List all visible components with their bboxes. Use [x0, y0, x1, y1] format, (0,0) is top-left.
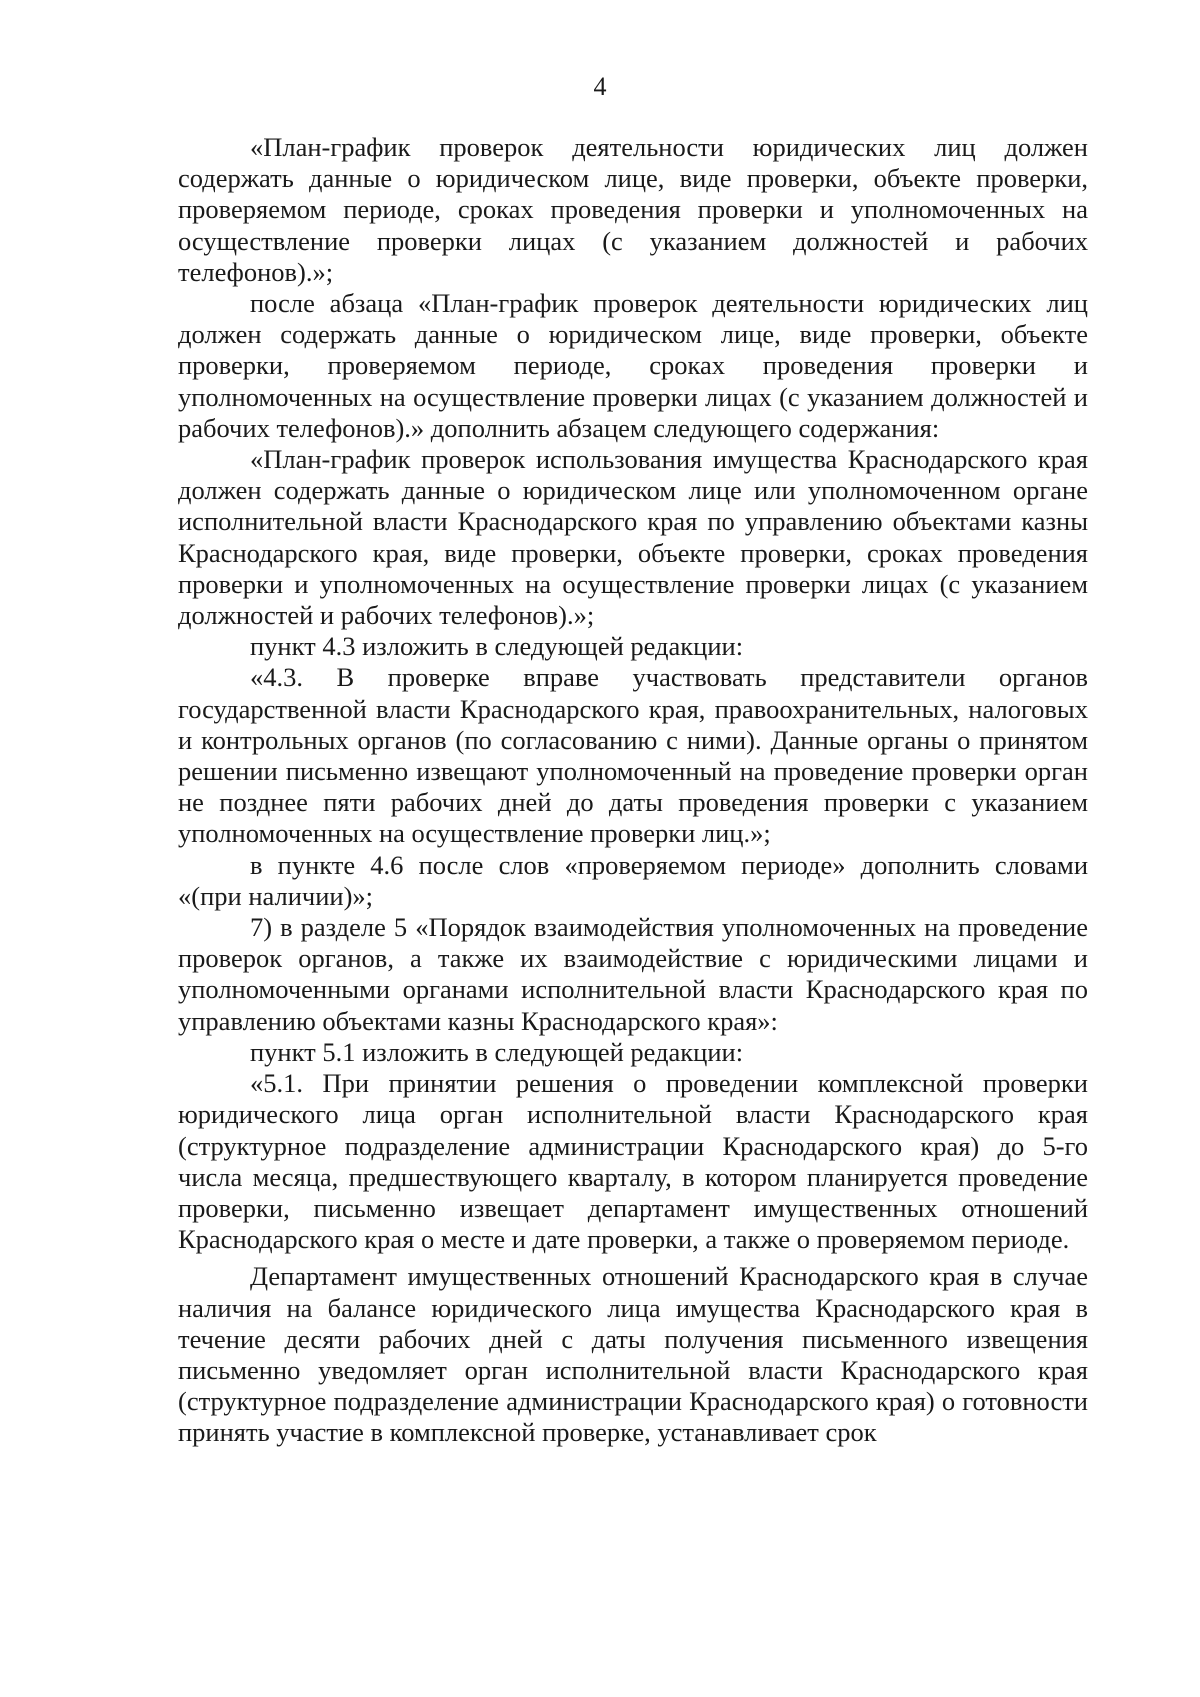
- paragraph-clause-5-1-intro: пункт 5.1 изложить в следующей редакции:: [250, 1036, 744, 1067]
- document-body: [178, 132, 1088, 1449]
- paragraph-clause-4-3: «4.3. В проверке вправе участвовать представители органов государственной власти Краснодарского края, правоохранительных, налоговых и контрольных органов (по согласованию с ними). Данные органы о принятом решении письменно извещают уполномоченный на проведение проверки орган не позднее пяти рабочих дней до даты проведения проверки с указанием уполномоченных на осуществление проверки лиц.»;: [178, 662, 1088, 849]
- page-number: 4: [593, 72, 607, 101]
- paragraph-plan-schedule-legal-entities: «План-график проверок деятельности юридических лиц должен содержать данные о юридическом лице, виде проверки, объекте проверки, проверяемом периоде, сроках проведения проверки и уполномоченных на осуществление проверки лицах (с указанием должностей и рабочих телефонов).»;: [178, 132, 1088, 287]
- paragraph-department-notification: Департамент имущественных отношений Краснодарского края в случае наличия на балансе юридического лица имущества Краснодарского края в течение десяти рабочих дней с даты получения письменного извещения письменно уведомляет орган исполнительной власти Краснодарского края (структурное подразделение администрации Краснодарского края) о готовности принять участие в комплексной проверке, устанавливает срок: [178, 1261, 1088, 1448]
- paragraph-clause-5-1: «5.1. При принятии решения о проведении комплексной проверки юридического лица орган исполнительной власти Краснодарского края (структурное подразделение администрации Краснодарского края) до 5-го числа месяца, предшествующего кварталу, в котором планируется проведение проверки, письменно извещает департамент имущественных отношений Краснодарского края о месте и дате проверки, а также о проверяемом периоде.: [178, 1068, 1088, 1255]
- paragraph-after-paragraph-add: после абзаца «План-график проверок деятельности юридических лиц должен содержать данные о юридическом лице, виде проверки, объекте проверки, проверяемом периоде, сроках проведения проверки и уполномоченных на осуществление проверки лицах (с указанием должностей и рабочих телефонов).» дополнить абзацем следующего содержания:: [178, 288, 1088, 443]
- paragraph-clause-4-3-intro: пункт 4.3 изложить в следующей редакции:: [250, 631, 744, 662]
- paragraph-plan-schedule-property: «План-график проверок использования имущества Краснодарского края должен содержать данные о юридическом лице или уполномоченном органе исполнительной власти Краснодарского края по управлению объектами казны Краснодарского края, виде проверки, объекте проверки, сроках проведения проверки и уполномоченных на осуществление проверки лицах (с указанием должностей и рабочих телефонов).»;: [178, 444, 1088, 631]
- paragraph-clause-4-6: в пункте 4.6 после слов «проверяемом периоде» дополнить словами «(при наличии)»;: [178, 849, 1088, 911]
- paragraph-section-5: 7) в разделе 5 «Порядок взаимодействия уполномоченных на проведение проверок органов, а также их взаимодействие с юридическими лицами и уполномоченными органами исполнительной власти Краснодарского края по управлению объектами казны Краснодарского края»:: [178, 912, 1088, 1036]
